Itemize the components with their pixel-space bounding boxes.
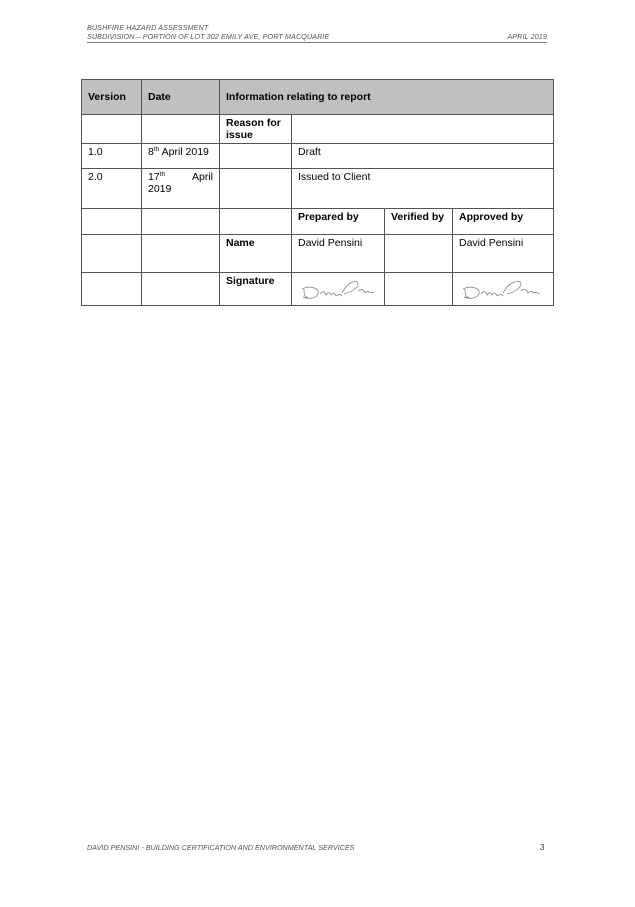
name-label: Name [220, 235, 292, 273]
table-row [82, 235, 554, 273]
approved-signature [453, 273, 554, 306]
approved-by-label: Approved by [453, 209, 554, 235]
reason-label: Reason for issue [220, 115, 292, 144]
footer-text: DAVID PENSINI - BUILDING CERTIFICATION AND ENVIRONMENTAL SERVICES [87, 843, 355, 852]
table-row [82, 169, 554, 209]
table-header-row [82, 80, 554, 115]
signature-image [298, 275, 378, 301]
header-title: BUSHFIRE HAZARD ASSESSMENT [87, 23, 209, 32]
col-date-header: Date [142, 80, 220, 115]
header-subtitle-line [87, 32, 547, 43]
date-cell: 17th April 2019 [142, 169, 220, 209]
col-version-header: Version [82, 80, 142, 115]
reason-cell: Draft [292, 144, 554, 169]
prepared-name: David Pensini [292, 235, 385, 273]
col-info-header: Information relating to report [220, 80, 554, 115]
reason-cell: Issued to Client [292, 169, 554, 209]
header-subtitle: SUBDIVISION – PORTION OF LOT 302 EMILY AVE, PORT MACQUARIE [87, 32, 330, 41]
version-cell: 1.0 [82, 144, 142, 169]
table-row [82, 273, 554, 306]
signature-label: Signature [220, 273, 292, 306]
verified-by-label: Verified by [385, 209, 453, 235]
table-row [82, 144, 554, 169]
page-number: 3 [540, 843, 545, 852]
signature-image [459, 275, 549, 301]
prepared-by-label: Prepared by [292, 209, 385, 235]
date-cell: 8th April 2019 [142, 144, 220, 169]
revision-table [81, 79, 554, 306]
version-cell: 2.0 [82, 169, 142, 209]
header-date: APRIL 2019 [507, 32, 547, 41]
table-row [82, 209, 554, 235]
table-row [82, 115, 554, 144]
approved-name: David Pensini [453, 235, 554, 273]
prepared-signature [292, 273, 385, 306]
